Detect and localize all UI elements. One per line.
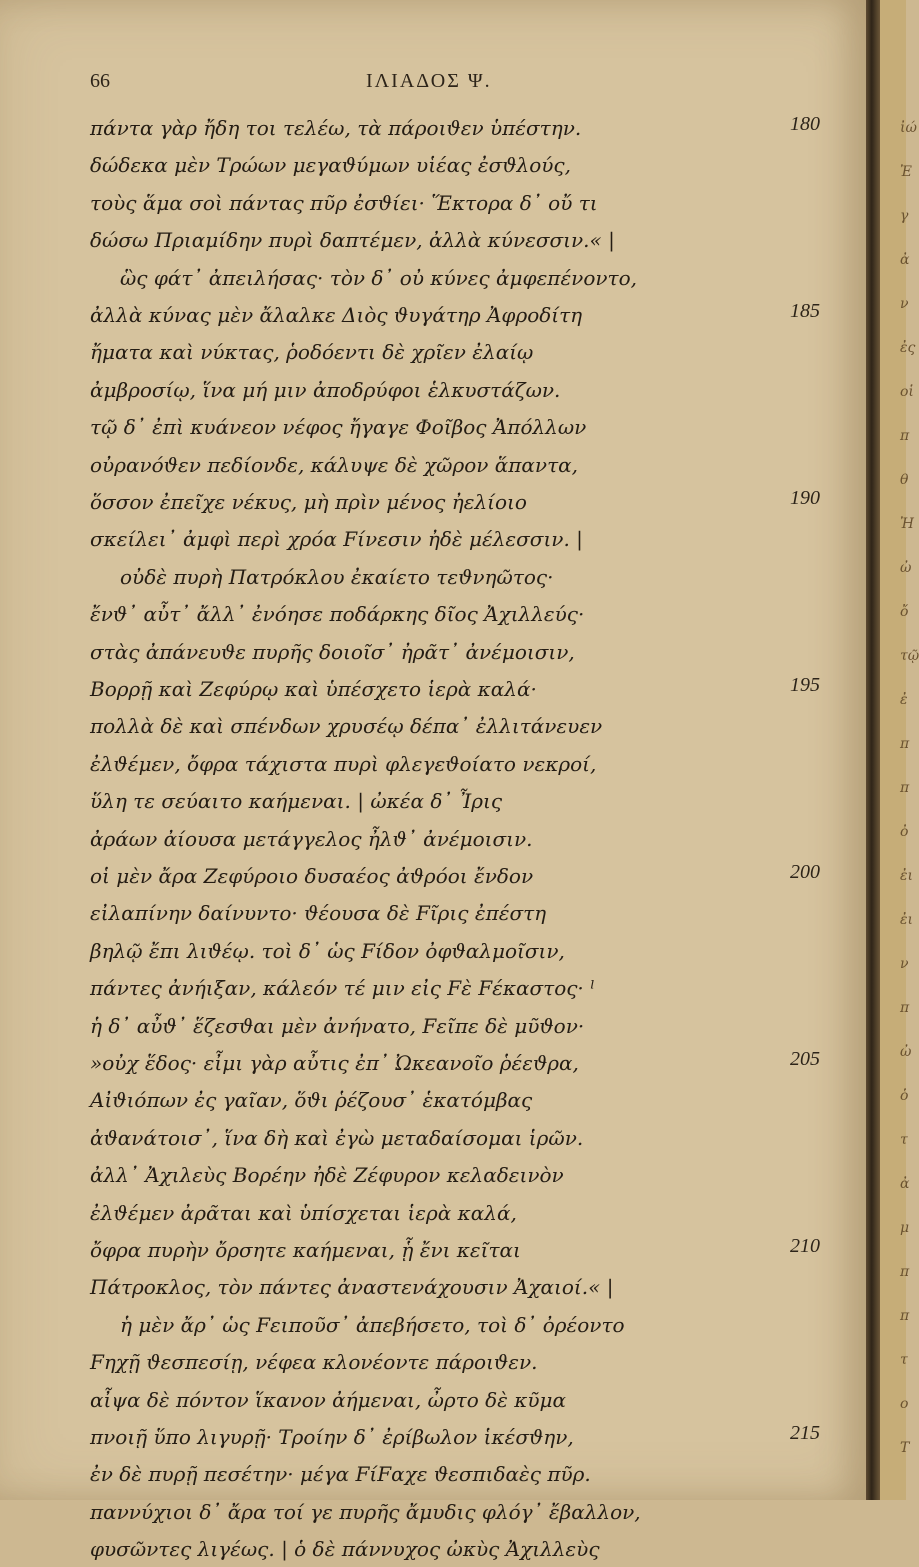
facing-page-fragment: ο — [900, 1396, 909, 1412]
verse-line: πολλὰ δὲ καὶ σπένδων χρυσέῳ δέπα᾽ ἐλλιτάνευεν — [90, 714, 603, 739]
facing-page-fragment: Ἐ — [900, 164, 912, 180]
facing-page-fragment: ὀ — [900, 824, 909, 840]
verse-line: τοὺς ἅμα σοὶ πάντας πῦρ ἐσϑίει· Ἕκτορα δ᾽ οὔ τι — [90, 190, 598, 215]
facing-page-fragment: ὁ — [900, 1088, 909, 1104]
facing-page-fragment: οἱ — [900, 384, 914, 400]
facing-page-fragment: γ — [900, 208, 909, 224]
verse-line: ἡ μὲν ἄρ᾽ ὡς Fειποῦσ᾽ ἀπεβήσετο, τοὶ δ᾽ ὀρέοντο — [120, 1312, 625, 1337]
book-gutter — [866, 0, 880, 1500]
facing-page-fragment: ὠ — [900, 560, 912, 576]
verse-line: οἱ μὲν ἄρα Ζεφύροιο δυσαέος ἀϑρόοι ἔνδον — [90, 864, 534, 888]
facing-page-fragment: ἀ — [900, 1176, 910, 1192]
verse-line: ἀράων ἀίουσα μετάγγελος ἦλϑ᾽ ἀνέμοισιν. — [90, 826, 533, 851]
line-number: 190 — [790, 487, 820, 509]
verse-line: ἀλλ᾽ Ἀχιλεὺς Βορέην ἠδὲ Ζέφυρον κελαδεινὸν — [90, 1163, 564, 1188]
verse-line: δώδεκα μὲν Τρώων μεγαϑύμων υἱέας ἐσϑλούς, — [90, 153, 571, 178]
verse-line: βηλῷ ἔπι λιϑέῳ. τοὶ δ᾽ ὡς Fίδον ὀφϑαλμοῖσιν, — [90, 938, 565, 963]
facing-page-fragment: ἰώ — [900, 120, 917, 136]
facing-page-fragment: π — [900, 780, 910, 796]
verse-line: ἀμβροσίῳ, ἵνα μή μιν ἀποδρύφοι ἑλκυστάζων. — [90, 377, 561, 402]
running-title: ΙΛΙΑΔΟΣ Ψ. — [366, 70, 492, 92]
verse-line: ἤματα καὶ νύκτας, ῥοδόεντι δὲ χρῖεν ἐλαίῳ — [90, 340, 534, 365]
verse-line: ἀλλὰ κύνας μὲν ἄλαλκε Διὸς ϑυγάτηρ Ἀφροδίτη — [90, 303, 583, 327]
facing-page-fragment: π — [900, 736, 910, 752]
line-number: 200 — [790, 861, 820, 883]
verse-line: ὣς φάτ᾽ ἀπειλήσας· τὸν δ᾽ οὐ κύνες ἀμφεπένοντο, — [120, 265, 637, 290]
facing-page-fragment: ἐς — [900, 340, 916, 356]
facing-page-fragment: π — [900, 1308, 910, 1324]
line-number: 210 — [790, 1235, 820, 1257]
facing-page-fragment: ὠ — [900, 1044, 912, 1060]
facing-page-fragment: Ἠ — [900, 516, 914, 532]
line-number: 180 — [790, 113, 820, 135]
facing-page-fragment: τ — [900, 1132, 908, 1148]
line-number: 205 — [790, 1048, 820, 1070]
verse-line: πάντα γὰρ ἤδη τοι τελέω, τὰ πάροιϑεν ὑπέστην. — [90, 116, 582, 140]
verse-line: ὅσσον ἐπεῖχε νέκυς, μὴ πρὶν μένος ἠελίοιο — [90, 490, 527, 514]
facing-page-fragment: ἐι — [900, 868, 914, 884]
verse-line: ὄφρα πυρὴν ὄρσητε καήμεναι, ᾗ ἔνι κεῖται — [90, 1238, 521, 1262]
verse-line: »οὐχ ἕδος· εἶμι γὰρ αὖτις ἐπ᾽ Ὠκεανοῖο ῥέεϑρα, — [90, 1051, 579, 1075]
facing-page-fragment: τ — [900, 1352, 908, 1368]
facing-page-fragment: π — [900, 1000, 910, 1016]
verse-line: δώσω Πριαμίδην πυρὶ δαπτέμεν, ἀλλὰ κύνεσσιν.« | — [90, 228, 615, 253]
line-number: 195 — [790, 674, 820, 696]
facing-page-fragment: ἐ — [900, 692, 908, 708]
facing-page-fragment: π — [900, 428, 910, 444]
verse-line: αἶψα δὲ πόντον ἵκανον ἀήμεναι, ὦρτο δὲ κῦμα — [90, 1387, 567, 1412]
verse-line: ἔνϑ᾽ αὖτ᾽ ἄλλ᾽ ἐνόησε ποδάρκης δῖος Ἀχιλλεύς· — [90, 602, 585, 627]
facing-page-fragment: θ — [900, 472, 909, 488]
verse-line: ὕλη τε σεύαιτο καήμεναι. | ὠκέα δ᾽ Ἶρις — [90, 789, 503, 814]
verse-line: ἐλϑέμεν ἀρᾶται καὶ ὑπίσχεται ἱερὰ καλά, — [90, 1200, 517, 1225]
facing-page-fragment: ν — [900, 956, 909, 972]
facing-page-fragment: ὄ — [900, 604, 909, 620]
verse-line: τῷ δ᾽ ἐπὶ κυάνεον νέφος ἤγαγε Φοῖβος Ἀπόλλων — [90, 415, 587, 440]
facing-page-fragment: μ — [900, 1220, 910, 1236]
verse-line: εἰλαπίνην δαίνυντο· ϑέουσα δὲ Fῖρις ἐπέστη — [90, 901, 547, 926]
facing-page-fragment: τῷ — [900, 648, 919, 664]
verse-line: πάντες ἀνήιξαν, κάλεόν τέ μιν εἰς Fὲ Fέκαστος· ˡ — [90, 976, 595, 1001]
line-number: 185 — [790, 300, 820, 322]
verse-line: Πάτροκλος, τὸν πάντες ἀναστενάχουσιν Ἀχαιοί.« | — [90, 1275, 614, 1300]
page-number: 66 — [90, 70, 110, 92]
verse-line: ἀϑανάτοισ᾽, ἵνα δὴ καὶ ἐγὼ μεταδαίσομαι ἱρῶν. — [90, 1125, 584, 1150]
verse-line: Αἰϑιόπων ἐς γαῖαν, ὅϑι ῥέζουσ᾽ ἑκατόμβας — [90, 1088, 533, 1113]
facing-page-fragment: Τ — [900, 1440, 910, 1456]
verse-line: πνοιῇ ὕπο λιγυρῇ· Τροίην δ᾽ ἐρίβωλον ἱκέσϑην, — [90, 1425, 574, 1449]
facing-page-fragment: ἐι — [900, 912, 914, 928]
line-number: 215 — [790, 1422, 820, 1444]
facing-page-fragment: ἀ — [900, 252, 910, 268]
verse-line: οὐδὲ πυρὴ Πατρόκλου ἐκαίετο τεϑνηῶτος· — [120, 564, 554, 589]
verse-line: ἡ δ᾽ αὖϑ᾽ ἕζεσϑαι μὲν ἀνήνατο, Fεῖπε δὲ μῦϑον· — [90, 1013, 585, 1038]
verse-line: παννύχιοι δ᾽ ἄρα τοί γε πυρῆς ἄμυδις φλόγ᾽ ἔβαλλον, — [90, 1499, 641, 1524]
verse-line: φυσῶντες λιγέως. | ὁ δὲ πάννυχος ὠκὺς Ἀχιλλεὺς — [90, 1537, 600, 1562]
verse-line: οὐρανόϑεν πεδίονδε, κάλυψε δὲ χῶρον ἅπαντα, — [90, 452, 578, 477]
verse-line: ἐν δὲ πυρῇ πεσέτην· μέγα FίFαχε ϑεσπιδαὲς πῦρ. — [90, 1462, 591, 1487]
verse-line: στὰς ἀπάνευϑε πυρῆς δοιοῖσ᾽ ἠρᾶτ᾽ ἀνέμοισιν, — [90, 639, 575, 664]
facing-page-edge — [880, 0, 919, 1500]
verse-line: Βορρῇ καὶ Ζεφύρῳ καὶ ὑπέσχετο ἱερὰ καλά· — [90, 677, 537, 701]
verse-line: Fηχῇ ϑεσπεσίῃ, νέφεα κλονέοντε πάροιϑεν. — [90, 1350, 538, 1375]
verse-line: σκείλει᾽ ἀμφὶ περὶ χρόα Fίνεσιν ἠδὲ μέλεσσιν. | — [90, 527, 583, 552]
verse-line: ἐλϑέμεν, ὄφρα τάχιστα πυρὶ φλεγεϑοίατο νεκροί, — [90, 751, 597, 776]
facing-page-fragment: π — [900, 1264, 910, 1280]
facing-page-fragment: ν — [900, 296, 909, 312]
